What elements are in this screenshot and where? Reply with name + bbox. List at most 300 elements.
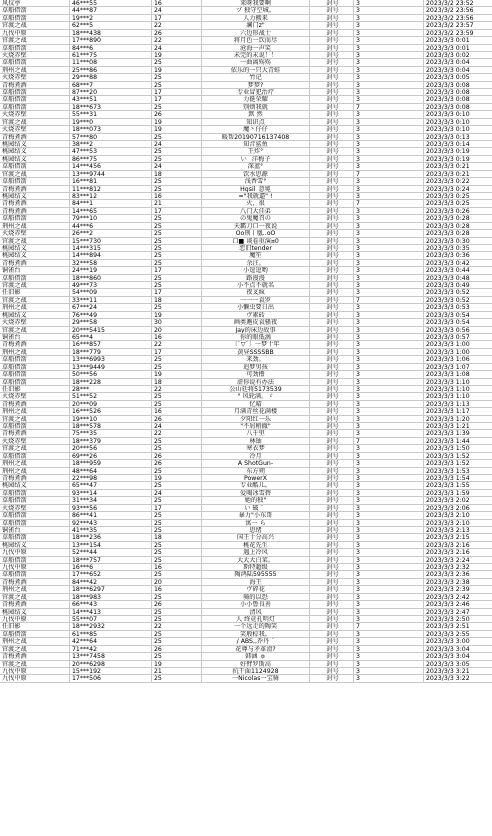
days-cell: 3 <box>354 631 424 637</box>
level-cell: 25 <box>152 260 202 266</box>
table-row <box>0 542 492 549</box>
action-cell: 封号 <box>310 623 354 629</box>
table-row <box>0 475 492 482</box>
account-cell: 16***857 <box>70 341 152 347</box>
level-cell: 19 <box>152 52 202 58</box>
action-cell: 封号 <box>310 111 354 117</box>
nickname-cell: 〔`▽`〕一梦十年 <box>202 341 310 347</box>
server-cell: 荆州之战 <box>0 638 70 644</box>
table-row <box>0 653 492 660</box>
days-cell: 3 <box>354 186 424 192</box>
days-cell: 3 <box>354 460 424 466</box>
table-row <box>0 601 492 608</box>
nickname-cell: 东方朔 <box>202 468 310 474</box>
level-cell: 22 <box>152 623 202 629</box>
level-cell: 25 <box>152 74 202 80</box>
days-cell: 3 <box>354 52 424 58</box>
timestamp-cell: 2023/3/3 0:10 <box>426 126 470 133</box>
nickname-cell: 小逗逗哟 <box>202 267 310 273</box>
days-cell: 3 <box>354 82 424 88</box>
days-cell: 3 <box>354 304 424 310</box>
server-cell: 桃园结义 <box>0 193 70 199</box>
level-cell: 25 <box>152 230 202 236</box>
account-cell: 46***55 <box>70 0 152 6</box>
table-row <box>0 37 492 44</box>
timestamp-cell: 2023/3/3 2:32 <box>426 564 470 571</box>
nickname-cell: 月满青丝花满楼 <box>202 408 310 414</box>
action-cell: 封号 <box>310 646 354 652</box>
account-cell: 28*** <box>70 386 152 392</box>
timestamp-cell: 2023/3/3 0:08 <box>426 81 470 89</box>
timestamp-cell: 2023/3/3 0:24 <box>426 185 470 192</box>
server-cell: 荆州之战 <box>0 304 70 310</box>
nickname-cell: PowerX <box>202 475 310 481</box>
nickname-cell: 暴力"小东哥 <box>202 512 310 518</box>
days-cell: 3 <box>354 178 424 184</box>
level-cell: 25 <box>152 616 202 622</box>
account-cell: 14***894 <box>70 252 152 258</box>
table-row <box>0 119 492 126</box>
nickname-cell: 黄昼SSSSBB <box>202 349 310 355</box>
nickname-cell: 好臂罗斯高 <box>202 661 310 667</box>
level-cell: 22 <box>152 430 202 436</box>
nickname-cell: 一曲离殇殇 <box>202 59 310 65</box>
table-row <box>0 646 492 653</box>
days-cell: 3 <box>354 30 424 36</box>
account-cell: 43***51 <box>70 96 152 102</box>
nickname-cell: Hgsil_意冕 <box>202 186 310 192</box>
days-cell: 3 <box>354 423 424 429</box>
account-cell: 76***49 <box>70 312 152 318</box>
action-cell: 封号 <box>310 334 354 340</box>
level-cell: 24 <box>152 141 202 147</box>
timestamp-cell: 2023/3/3 2:51 <box>426 623 470 630</box>
action-cell: 封号 <box>310 230 354 236</box>
table-row <box>0 438 492 445</box>
level-cell: 24 <box>152 7 202 13</box>
days-cell: 3 <box>354 141 424 147</box>
days-cell: 3 <box>354 646 424 652</box>
action-cell: 封号 <box>310 67 354 73</box>
days-cell: 3 <box>354 497 424 503</box>
timestamp-cell: 2023/3/3 1:07 <box>426 363 470 371</box>
action-cell: 封号 <box>310 586 354 592</box>
days-cell: 3 <box>354 7 424 13</box>
days-cell: 3 <box>354 59 424 65</box>
action-cell: 封号 <box>310 245 354 251</box>
action-cell: 封号 <box>310 141 354 147</box>
server-cell: 官渡之战 <box>0 416 70 422</box>
nickname-cell: 沧海一声笑 <box>202 45 310 51</box>
level-cell: 25 <box>152 520 202 526</box>
action-cell: 封号 <box>310 126 354 132</box>
timestamp-cell: 2023/3/3 2:46 <box>426 601 470 608</box>
nickname-cell: 专业冒犯治疗 <box>202 89 310 95</box>
nickname-cell: 画类邂皮袁骚夜 <box>202 319 310 325</box>
level-cell: 21 <box>152 668 202 674</box>
table-row <box>0 661 492 668</box>
account-cell: 84***6 <box>70 45 152 51</box>
days-cell: 3 <box>354 267 424 273</box>
level-cell: 18 <box>152 534 202 540</box>
account-cell: 15***192 <box>70 668 152 674</box>
nickname-cell: 韩涵 ゅ <box>202 653 310 659</box>
timestamp-cell: 2023/3/3 0:02 <box>426 51 470 59</box>
server-cell: 官渡之战 <box>0 22 70 28</box>
timestamp-cell: 2023/3/3 0:21 <box>426 163 470 170</box>
table-row <box>0 393 492 400</box>
action-cell: 封号 <box>310 208 354 214</box>
timestamp-cell: 2023/3/3 3:05 <box>426 660 470 667</box>
days-cell: 3 <box>354 126 424 132</box>
account-cell: 20***6298 <box>70 661 152 667</box>
action-cell: 封号 <box>310 356 354 362</box>
account-cell: 65***47 <box>70 482 152 488</box>
level-cell: 16 <box>152 334 202 340</box>
level-cell: 25 <box>152 438 202 444</box>
account-cell: 19***2 <box>70 15 152 21</box>
server-cell: 官渡之战 <box>0 327 70 333</box>
action-cell: 封号 <box>310 349 354 355</box>
nickname-cell: Oo荆丨凰..oO <box>202 230 310 236</box>
server-cell: 九伐中原 <box>0 564 70 570</box>
table-row <box>0 371 492 378</box>
timestamp-cell: 2023/3/3 2:36 <box>426 571 470 578</box>
nickname-cell: 公山廷将5173539 <box>202 386 310 392</box>
action-cell: 封号 <box>310 609 354 615</box>
server-cell: 青梅煮酒 <box>0 341 70 347</box>
timestamp-cell: 2023/3/3 1:21 <box>426 423 470 430</box>
days-cell: 3 <box>354 661 424 667</box>
level-cell: 25 <box>152 178 202 184</box>
timestamp-cell: 2023/3/3 2:55 <box>426 630 470 638</box>
server-cell: 火烧赤壁 <box>0 438 70 444</box>
nickname-cell: 小小鲁良善 <box>202 601 310 607</box>
action-cell: 封号 <box>310 148 354 154</box>
account-cell: 20***09 <box>70 401 152 407</box>
action-cell: 封号 <box>310 223 354 229</box>
timestamp-cell: 2023/3/3 0:52 <box>426 296 470 304</box>
action-cell: 封号 <box>310 460 354 466</box>
server-cell: 青梅煮酒 <box>0 653 70 659</box>
action-cell: 封号 <box>310 0 354 6</box>
days-cell: 3 <box>354 327 424 333</box>
days-cell: 3 <box>354 260 424 266</box>
level-cell: 24 <box>152 45 202 51</box>
timestamp-cell: 2023/3/2 23:59 <box>426 29 474 37</box>
days-cell: 3 <box>354 586 424 592</box>
account-cell: 18***673 <box>70 104 152 110</box>
days-cell: 3 <box>354 356 424 362</box>
nickname-cell: Jay的床边故事 <box>202 327 310 333</box>
days-cell: 3 <box>354 238 424 244</box>
days-cell: 3 <box>354 490 424 496</box>
nickname-cell: 清风 <box>202 609 310 615</box>
level-cell: 20 <box>152 327 202 333</box>
action-cell: 封号 <box>310 482 354 488</box>
server-cell: 任旧影 <box>0 386 70 392</box>
server-cell: 官渡之战 <box>0 661 70 667</box>
days-cell: 3 <box>354 482 424 488</box>
level-cell: 25 <box>152 252 202 258</box>
nickname-cell: 将月色一饮而尽 <box>202 37 310 43</box>
table-row <box>0 0 492 7</box>
timestamp-cell: 2023/3/3 0:54 <box>426 319 470 326</box>
days-cell: 3 <box>354 0 424 6</box>
account-cell: 55***07 <box>70 616 152 622</box>
timestamp-cell: 2023/3/3 2:39 <box>426 586 470 593</box>
nickname-cell: ヅ 独守空城。 <box>202 7 310 13</box>
action-cell: 封号 <box>310 594 354 600</box>
action-cell: 封号 <box>310 193 354 199</box>
server-cell: 荆州之战 <box>0 67 70 73</box>
timestamp-cell: 2023/3/3 2:10 <box>426 512 470 519</box>
timestamp-cell: 2023/3/3 1:39 <box>426 430 470 437</box>
level-cell: 18 <box>152 297 202 303</box>
server-cell: 青梅煮酒 <box>0 430 70 436</box>
action-cell: 封号 <box>310 430 354 436</box>
table-row <box>0 96 492 103</box>
server-cell: 九伐中原 <box>0 549 70 555</box>
timestamp-cell: 2023/3/3 0:22 <box>426 178 470 185</box>
server-cell: 桃园结义 <box>0 482 70 488</box>
timestamp-cell: 2023/3/3 0:19 <box>426 148 470 155</box>
level-cell: 22 <box>152 37 202 43</box>
server-cell: 草船借箭 <box>0 453 70 459</box>
nickname-cell: 来劲。 <box>202 356 310 362</box>
server-cell: 火烧赤壁 <box>0 52 70 58</box>
table-row <box>0 304 492 311</box>
action-cell: 封号 <box>310 638 354 644</box>
timestamp-cell: 2023/3/3 3:04 <box>426 645 470 653</box>
server-cell: 火烧赤壁 <box>0 74 70 80</box>
timestamp-cell: 2023/3/2 23:52 <box>426 0 474 7</box>
timestamp-cell: 2023/3/3 1:08 <box>426 371 470 378</box>
action-cell: 封号 <box>310 542 354 548</box>
table-row <box>0 534 492 541</box>
timestamp-cell: 2023/3/3 1:54 <box>426 475 470 482</box>
action-cell: 封号 <box>310 438 354 444</box>
timestamp-cell: 2023/3/3 1:44 <box>426 437 470 445</box>
days-cell: 3 <box>354 416 424 422</box>
table-row <box>0 148 492 155</box>
account-cell: 18***438 <box>70 30 152 36</box>
timestamp-cell: 2023/3/3 0:52 <box>426 289 470 296</box>
level-cell: 25 <box>152 594 202 600</box>
account-cell: 68***7 <box>70 82 152 88</box>
days-cell: 3 <box>354 542 424 548</box>
nickname-cell: 斯特超级 <box>202 564 310 570</box>
account-cell: 86***75 <box>70 156 152 162</box>
nickname-cell: 一个远走的陶笑 <box>202 623 310 629</box>
action-cell: 封号 <box>310 371 354 377</box>
days-cell: 3 <box>354 319 424 325</box>
action-cell: 封号 <box>310 520 354 526</box>
action-cell: 封号 <box>310 653 354 659</box>
nickname-cell: 深蓝° <box>202 163 310 169</box>
server-cell: 桃园结义 <box>0 141 70 147</box>
days-cell: 3 <box>354 223 424 229</box>
table-row <box>0 564 492 571</box>
timestamp-cell: 2023/3/3 2:15 <box>426 534 470 541</box>
table-row <box>0 319 492 326</box>
account-cell: 84***1 <box>70 200 152 206</box>
table-row <box>0 430 492 437</box>
table-row <box>0 616 492 623</box>
nickname-cell: 追梦男孩 <box>202 364 310 370</box>
nickname-cell: 花尊与矛革滑? <box>202 646 310 652</box>
table-row <box>0 416 492 423</box>
action-cell: 封号 <box>310 401 354 407</box>
account-cell: 13***6993 <box>70 356 152 362</box>
table-row <box>0 74 492 81</box>
timestamp-cell: 2023/3/3 1:20 <box>426 415 470 423</box>
level-cell: 25 <box>152 238 202 244</box>
level-cell: 25 <box>152 631 202 637</box>
server-cell: 草船借箭 <box>0 423 70 429</box>
nickname-cell: 未完的未说！！ <box>202 52 310 58</box>
days-cell: 3 <box>354 15 424 21</box>
timestamp-cell: 2023/3/3 0:08 <box>426 89 470 96</box>
server-cell: 草船借箭 <box>0 45 70 51</box>
timestamp-cell: 2023/3/3 0:05 <box>426 74 470 81</box>
server-cell: 荆州之战 <box>0 349 70 355</box>
account-cell: 15***730 <box>70 238 152 244</box>
action-cell: 封号 <box>310 45 354 51</box>
nickname-cell: "不屑稍撤" <box>202 423 310 429</box>
table-row <box>0 468 492 475</box>
timestamp-cell: 2023/3/3 0:04 <box>426 66 470 74</box>
action-cell: 封号 <box>310 661 354 667</box>
server-cell: 火烧赤壁 <box>0 126 70 132</box>
days-cell: 3 <box>354 37 424 43</box>
server-cell: 官渡之战 <box>0 282 70 288</box>
server-cell: 桃园结义 <box>0 245 70 251</box>
account-cell: 31***34 <box>70 497 152 503</box>
server-cell: 官渡之战 <box>0 238 70 244</box>
level-cell: 25 <box>152 282 202 288</box>
days-cell: 3 <box>354 208 424 214</box>
days-cell: 7 <box>354 623 424 629</box>
account-cell: 50***56 <box>70 371 152 377</box>
server-cell: 九伐中原 <box>0 668 70 674</box>
server-cell: 官渡之战 <box>0 37 70 43</box>
table-row <box>0 579 492 586</box>
timestamp-cell: 2023/3/3 0:25 <box>426 200 470 207</box>
account-cell: 29***58 <box>70 319 152 325</box>
server-cell: 草船借箭 <box>0 215 70 221</box>
action-cell: 封号 <box>310 275 354 281</box>
nickname-cell: ヴ素砖 <box>202 312 310 318</box>
action-cell: 封号 <box>310 82 354 88</box>
account-cell: 62***5 <box>70 22 152 28</box>
account-cell: 29***88 <box>70 74 152 80</box>
level-cell: 20 <box>152 579 202 585</box>
server-cell: 官渡之战 <box>0 594 70 600</box>
timestamp-cell: 2023/3/3 2:06 <box>426 504 470 512</box>
server-cell: 草船借箭 <box>0 371 70 377</box>
level-cell: 19 <box>152 67 202 73</box>
action-cell: 封号 <box>310 59 354 65</box>
table-row <box>0 126 492 133</box>
table-row <box>0 45 492 52</box>
table-row <box>0 334 492 341</box>
timestamp-cell: 2023/3/3 2:47 <box>426 608 470 616</box>
table-row <box>0 230 492 237</box>
days-cell: 3 <box>354 245 424 251</box>
days-cell: 3 <box>354 609 424 615</box>
nickname-cell: の鬼魔召の <box>202 215 310 221</box>
timestamp-cell: 2023/3/3 0:08 <box>426 96 470 103</box>
server-cell: 草船借箭 <box>0 356 70 362</box>
action-cell: 封号 <box>310 238 354 244</box>
timestamp-cell: 2023/3/3 1:06 <box>426 356 470 363</box>
server-cell: 草船借箭 <box>0 379 70 385</box>
nickname-cell: 寒衣梦 <box>202 445 310 451</box>
days-cell: 3 <box>354 527 424 533</box>
timestamp-cell: 2023/3/3 0:36 <box>426 252 470 259</box>
server-cell: 青梅煮酒 <box>0 200 70 206</box>
account-cell: 16***6 <box>70 564 152 570</box>
action-cell: 封号 <box>310 304 354 310</box>
action-cell: 封号 <box>310 675 354 681</box>
action-cell: 封号 <box>310 186 354 192</box>
level-cell: 24 <box>152 490 202 496</box>
nickname-cell: ="我就逼" ! <box>202 193 310 199</box>
table-row <box>0 512 492 519</box>
server-cell: 青梅煮酒 <box>0 579 70 585</box>
days-cell: 3 <box>354 341 424 347</box>
server-cell: 风仪亭 <box>0 0 70 6</box>
level-cell: 25 <box>152 527 202 533</box>
days-cell: 3 <box>354 193 424 199</box>
level-cell: 16 <box>152 0 202 6</box>
server-cell: 青梅煮酒 <box>0 401 70 407</box>
action-cell: 封号 <box>310 416 354 422</box>
level-cell: 25 <box>152 82 202 88</box>
days-cell: 3 <box>354 96 424 102</box>
action-cell: 封号 <box>310 497 354 503</box>
timestamp-cell: 2023/3/3 1:53 <box>426 467 470 474</box>
account-cell: 79***10 <box>70 215 152 221</box>
table-row <box>0 193 492 200</box>
timestamp-cell: 2023/3/3 0:14 <box>426 141 470 148</box>
account-cell: 71***42 <box>70 646 152 652</box>
timestamp-cell: 2023/3/3 0:57 <box>426 333 470 341</box>
timestamp-cell: 2023/3/3 1:00 <box>426 348 470 356</box>
level-cell: 26 <box>152 601 202 607</box>
action-cell: 封号 <box>310 601 354 607</box>
account-cell: 17***506 <box>70 675 152 681</box>
table-row <box>0 379 492 386</box>
account-cell: 61***85 <box>70 631 152 637</box>
level-cell: 22 <box>152 341 202 347</box>
server-cell: 铜雀台 <box>0 334 70 340</box>
days-cell: 3 <box>354 312 424 318</box>
nickname-cell: A ShotGun- <box>202 460 310 466</box>
server-cell: 草船借箭 <box>0 104 70 110</box>
account-cell: 18***073 <box>70 126 152 132</box>
days-cell: 3 <box>354 594 424 600</box>
account-cell: 17***652 <box>70 571 152 577</box>
level-cell: 22 <box>152 22 202 28</box>
days-cell: 3 <box>354 430 424 436</box>
action-cell: 封号 <box>310 453 354 459</box>
days-cell: 3 <box>354 386 424 392</box>
table-row <box>0 267 492 274</box>
level-cell: 25 <box>152 215 202 221</box>
table-row <box>0 505 492 512</box>
